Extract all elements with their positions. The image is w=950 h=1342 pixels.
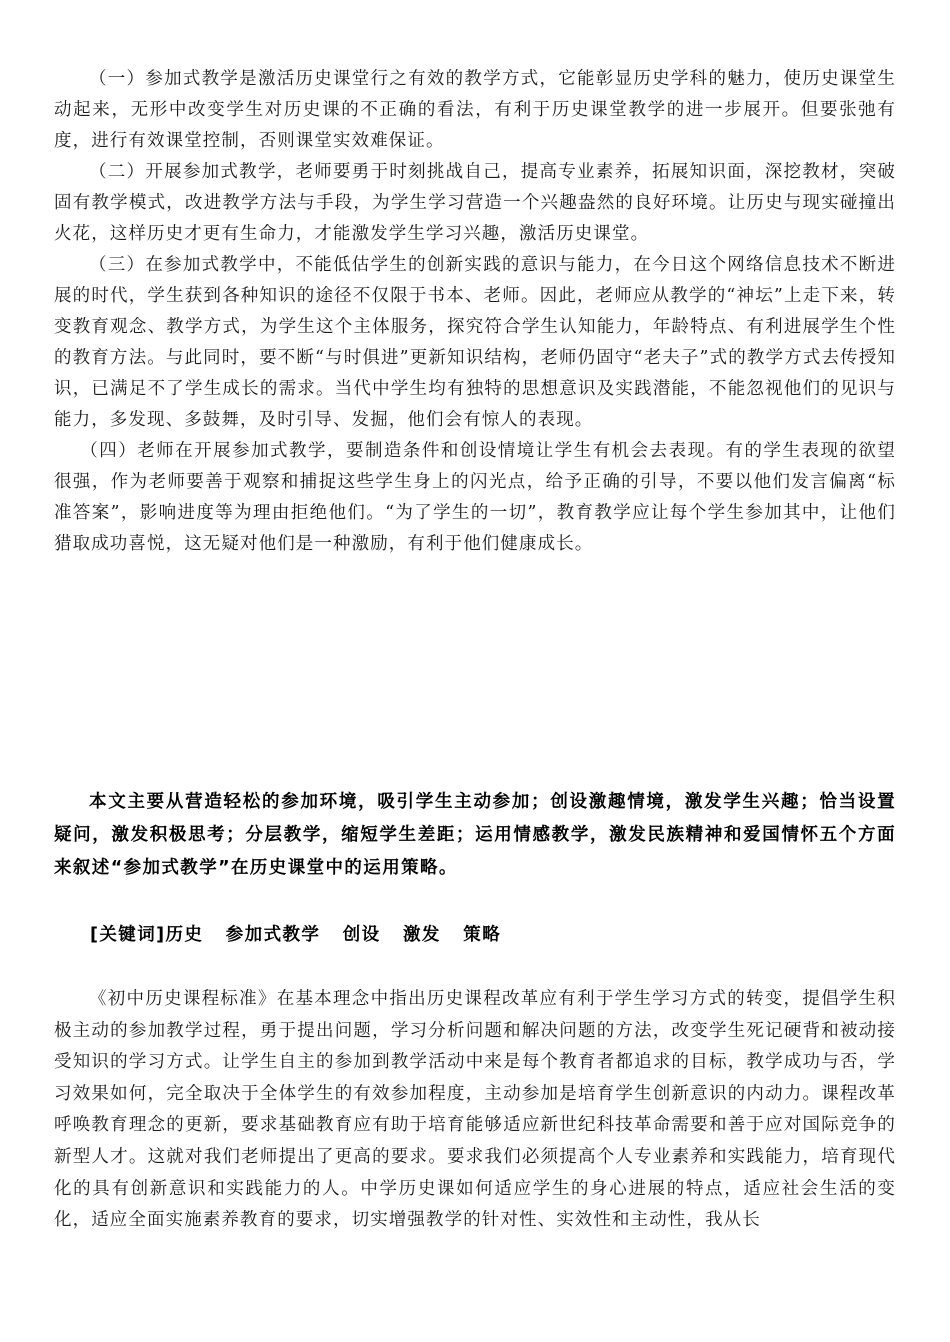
- conclusion-paragraph-3: （三）在参加式教学中，不能低估学生的创新实践的意识与能力，在今日这个网络信息技术不断进展的时代，学生获到各种知识的途径不仅限于书本、老师。因此，老师应从教学的“神坛”上走下来，转变教育观念、教学方式，为学生这个主体服务，探究符合学生认知能力，年龄特点、有利进展学生个性的教育方法。与此同时，要不断“与时俱进”更新知识结构，老师仍固守“老夫子”式的教学方式去传授知识，已满足不了学生成长的需求。当代中学生均有独特的思想意识及实践潜能，不能忽视他们的见识与能力，多发现、多鼓舞，及时引导、发掘，他们会有惊人的表现。: [54, 255, 896, 430]
- conclusion-paragraph-2: （二）开展参加式教学，老师要勇于时刻挑战自己，提高专业素养，拓展知识面，深挖教材，突破固有教学模式，改进教学方法与手段，为学生学习营造一个兴趣盎然的良好环境。让历史与现实碰撞出火花，这样历史才更有生命力，才能激发学生学习兴趣，激活历史课堂。: [54, 162, 896, 244]
- conclusion-section: [54, 64, 896, 560]
- conclusion-paragraph-1: （一）参加式教学是激活历史课堂行之有效的教学方式，它能彰显历史学科的魅力，使历史课堂生动起来，无形中改变学生对历史课的不正确的看法，有利于历史课堂教学的进一步展开。但要张弛有度，进行有效课堂控制，否则课堂实效难保证。: [54, 69, 896, 151]
- introduction-paragraph: 《初中历史课程标准》在基本理念中指出历史课程改革应有利于学生学习方式的转变，提倡学生积极主动的参加教学过程，勇于提出问题，学习分析问题和解决问题的方法，改变学生死记硬背和被动接受知识的学习方式。让学生自主的参加到教学活动中来是每个教育者都追求的目标，教学成功与否，学习效果如何，完全取决于全体学生的有效参加程度，主动参加是培育学生创新意识的内动力。课程改革呼唤教育理念的更新，要求基础教育应有助于培育能够适应新世纪科技革命需要和善于应对国际竞争的新型人才。这就对我们老师提出了更高的要求。要求我们必须提高个人专业素养和实践能力，培育现代化的具有创新意识和实践能力的人。中学历史课如何适应学生的身心进展的特点，适应社会生活的变化，适应全面实施素养教育的要求，切实增强教学的针对性、实效性和主动性，我从长: [54, 989, 896, 1231]
- conclusion-paragraph-4: （四）老师在开展参加式教学，要制造条件和创设情境让学生有机会去表现。有的学生表现的欲望很强，作为老师要善于观察和捕捉这些学生身上的闪光点，给予正确的引导，不要以他们发言偏离“标准答案”，影响进度等为理由拒绝他们。“为了学生的一切”，教育教学应让每个学生参加其中，让他们猎取成功喜悦，这无疑对他们是一种激励，有利于他们健康成长。: [54, 441, 896, 554]
- keywords-line: [关键词]历史 参加式教学 创设 激发 策略: [90, 925, 502, 945]
- abstract-paragraph: 本文主要从营造轻松的参加环境，吸引学生主动参加；创设激趣情境，激发学生兴趣；恰当设置疑问，激发积极思考；分层教学，缩短学生差距；运用情感教学，激发民族精神和爱国情怀五个方面来叙述“参加式教学”在历史课堂中的运用策略。: [54, 792, 896, 878]
- introduction-section: [54, 984, 896, 1237]
